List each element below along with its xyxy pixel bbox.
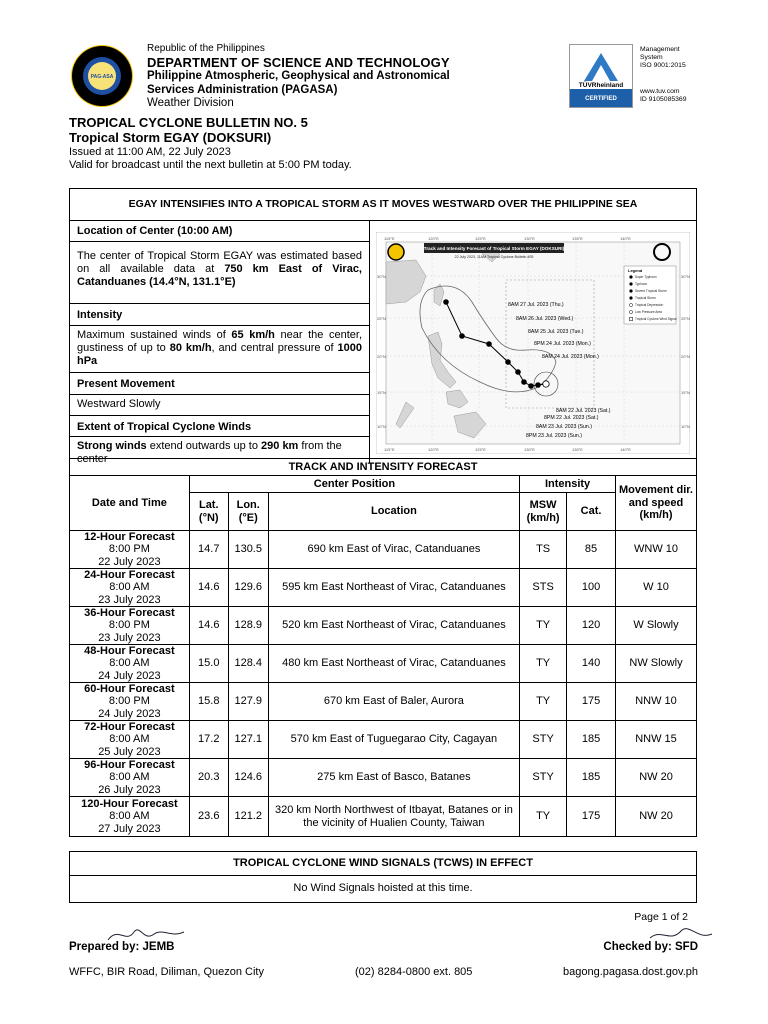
row-datetime: 60-Hour Forecast 8:00 PM 24 July 2023: [70, 683, 190, 721]
checked-by: Checked by: SFD: [603, 941, 698, 953]
issued-time: Issued at 11:00 AM, 22 July 2023: [69, 145, 231, 158]
lon-tick: 135°E: [572, 236, 583, 241]
row-msw: 175: [567, 683, 616, 721]
col-msw: MSW (km/h): [520, 493, 567, 531]
track-point: [443, 299, 449, 305]
intensity-heading: Intensity: [70, 304, 370, 326]
row-datetime: 24-Hour Forecast 8:00 AM 23 July 2023: [70, 569, 190, 607]
row-lat: 14.6: [189, 569, 228, 607]
extent-text: Strong winds extend outwards up to 290 km from the center: [70, 437, 370, 463]
map-subtitle: 22 July 2023, 11AM Tropical Cyclone Bulletin #05: [454, 255, 534, 259]
table-row: [70, 721, 697, 759]
col-lon: Lon. (°E): [228, 493, 268, 531]
track-label: 8AM 22 Jul. 2023 (Sat.): [556, 408, 611, 414]
row-cat: TY: [520, 683, 567, 721]
legend-item: Low Pressure Area: [635, 310, 662, 315]
cert-id: ID 9105085369: [640, 96, 687, 104]
cert-details: [640, 46, 687, 104]
col-movement: Movement dir. and speed (km/h): [616, 476, 697, 531]
row-lon: 121.2: [228, 797, 268, 837]
row-msw: 185: [567, 759, 616, 797]
row-cat: TY: [520, 797, 567, 837]
track-label: 8PM 24 Jul. 2023 (Mon.): [534, 341, 591, 347]
row-lat: 17.2: [189, 721, 228, 759]
track-forecast-map: [376, 232, 690, 454]
lat-tick: 10°N: [681, 424, 690, 429]
map-logo: [388, 244, 404, 260]
legend-item: Tropical Depression: [635, 303, 664, 308]
row-movement: NW 20: [616, 797, 697, 837]
lon-tick: 125°E: [475, 447, 486, 452]
row-movement: WNW 10: [616, 531, 697, 569]
lon-tick: 140°E: [620, 236, 631, 241]
row-location: 670 km East of Baler, Aurora: [268, 683, 519, 721]
lon-tick: 140°E: [620, 447, 631, 452]
track-label: 8AM 27 Jul. 2023 (Thu.): [508, 302, 564, 308]
location-heading: Location of Center (10:00 AM): [70, 220, 370, 242]
lon-tick: 125°E: [475, 236, 486, 241]
row-lon: 128.9: [228, 607, 268, 645]
track-point: [528, 383, 534, 389]
row-lat: 20.3: [189, 759, 228, 797]
row-location: 570 km East of Tuguegarao City, Cagayan: [268, 721, 519, 759]
table-row: [70, 797, 697, 837]
row-cat: STY: [520, 759, 567, 797]
agency-line-2: Services Administration (PAGASA): [147, 83, 338, 96]
lat-tick: 20°N: [681, 354, 690, 359]
row-lat: 23.6: [189, 797, 228, 837]
col-location: Location: [268, 493, 519, 531]
table-row: [70, 645, 697, 683]
track-point: [459, 333, 465, 339]
cert-line-2: System: [640, 54, 663, 62]
track-point: [535, 382, 541, 388]
summary-box: [69, 188, 697, 466]
movement-value: Westward Slowly: [70, 395, 370, 416]
intensity-text: Maximum sustained winds of 65 km/h near the center, gustiness of up to 80 km/h, and central pressure of 1000 hPa: [70, 326, 370, 373]
row-movement: NW 20: [616, 759, 697, 797]
row-datetime: 48-Hour Forecast 8:00 AM 24 July 2023: [70, 645, 190, 683]
row-lat: 15.0: [189, 645, 228, 683]
row-cat: TS: [520, 531, 567, 569]
lon-tick: 130°E: [524, 447, 535, 452]
col-cat: Cat.: [567, 493, 616, 531]
lat-tick: 30°N: [377, 274, 386, 279]
iso-certification: [569, 44, 699, 106]
track-intensity-forecast-table: [69, 458, 697, 837]
col-date-time: Date and Time: [70, 476, 190, 531]
row-msw: 140: [567, 645, 616, 683]
tcws-text: No Wind Signals hoisted at this time.: [293, 882, 473, 894]
row-msw: 100: [567, 569, 616, 607]
row-movement: W 10: [616, 569, 697, 607]
row-datetime: 12-Hour Forecast 8:00 PM 22 July 2023: [70, 531, 190, 569]
row-movement: NW Slowly: [616, 645, 697, 683]
division-name: Weather Division: [147, 97, 234, 110]
row-location: 595 km East Northeast of Virac, Catanduanes: [268, 569, 519, 607]
track-point: [515, 369, 521, 375]
storm-name: Tropical Storm EGAY (DOKSURI): [69, 129, 272, 145]
tuv-brand: TÜVRheinland: [578, 82, 624, 89]
row-cat: STY: [520, 721, 567, 759]
lon-tick: 120°E: [428, 236, 439, 241]
table-row: [70, 607, 697, 645]
row-movement: NNW 15: [616, 721, 697, 759]
lon-tick: 120°E: [428, 447, 439, 452]
row-lat: 15.8: [189, 683, 228, 721]
republic-text: Republic of the Philippines: [147, 43, 265, 54]
track-point: [521, 379, 527, 385]
prepared-by: Prepared by: JEMB: [69, 941, 175, 953]
row-cat: TY: [520, 645, 567, 683]
row-lon: 127.1: [228, 721, 268, 759]
track-label: 8AM 23 Jul. 2023 (Sun.): [536, 424, 592, 430]
row-location: 320 km North Northwest of Itbayat, Batanes or in the vicinity of Hualien County, Taiwan: [268, 797, 519, 837]
row-datetime: 36-Hour Forecast 8:00 PM 23 July 2023: [70, 607, 190, 645]
valid-until: Valid for broadcast until the next bulletin at 5:00 PM today.: [69, 158, 352, 171]
tcws-title: TROPICAL CYCLONE WIND SIGNALS (TCWS) IN EFFECT: [70, 852, 696, 876]
footer-address: WFFC, BIR Road, Diliman, Quezon City: [69, 966, 264, 978]
department-name: DEPARTMENT OF SCIENCE AND TECHNOLOGY: [147, 54, 450, 70]
row-lon: 127.9: [228, 683, 268, 721]
legend-item: Severe Tropical Storm: [635, 289, 667, 294]
forecast-title: TRACK AND INTENSITY FORECAST: [70, 459, 697, 476]
track-point: [486, 341, 492, 347]
col-intensity: Intensity: [520, 476, 616, 493]
current-center: [543, 381, 549, 387]
cert-line-3: ISO 9001:2015: [640, 62, 686, 70]
pagasa-logo: [70, 44, 134, 108]
summary-left-column: [70, 220, 370, 466]
lat-tick: 20°N: [377, 354, 386, 359]
row-movement: NNW 10: [616, 683, 697, 721]
track-label: 8AM 25 Jul. 2023 (Tue.): [528, 329, 584, 335]
row-datetime: 96-Hour Forecast 8:00 AM 26 July 2023: [70, 759, 190, 797]
lon-tick: 115°E: [384, 236, 395, 241]
row-lat: 14.6: [189, 607, 228, 645]
map-title: Track and Intensity Forecast of Tropical Storm EGAY (DOKSURI): [423, 246, 565, 251]
footer-phone: (02) 8284-0800 ext. 805: [355, 966, 473, 978]
col-center-position: Center Position: [189, 476, 519, 493]
track-point: [505, 359, 511, 365]
row-datetime: 72-Hour Forecast 8:00 AM 25 July 2023: [70, 721, 190, 759]
location-text: The center of Tropical Storm EGAY was estimated based on all available data at 750 km East of Virac, Catanduanes (14.4°N, 131.1°E): [70, 242, 370, 304]
row-msw: 85: [567, 531, 616, 569]
row-location: 690 km East of Virac, Catanduanes: [268, 531, 519, 569]
row-location: 480 km East Northeast of Virac, Catanduanes: [268, 645, 519, 683]
row-movement: W Slowly: [616, 607, 697, 645]
lat-tick: 30°N: [681, 274, 690, 279]
row-lon: 130.5: [228, 531, 268, 569]
tcws-box: [69, 851, 697, 903]
lat-tick: 25°N: [681, 316, 690, 321]
row-lon: 129.6: [228, 569, 268, 607]
row-lon: 124.6: [228, 759, 268, 797]
lat-tick: 25°N: [377, 316, 386, 321]
row-cat: STS: [520, 569, 567, 607]
legend-item: Super Typhoon: [635, 275, 657, 280]
page-number: Page 1 of 2: [634, 911, 688, 923]
row-location: 275 km East of Basco, Batanes: [268, 759, 519, 797]
track-label: 8AM 24 Jul. 2023 (Mon.): [542, 354, 599, 360]
extent-heading: Extent of Tropical Cyclone Winds: [70, 416, 370, 437]
row-lon: 128.4: [228, 645, 268, 683]
logo-text: PAG-ASA: [90, 74, 114, 80]
track-label: 8PM 23 Jul. 2023 (Sun.): [526, 433, 582, 439]
table-row: [70, 531, 697, 569]
row-location: 520 km East Northeast of Virac, Catanduanes: [268, 607, 519, 645]
agency-line-1: Philippine Atmospheric, Geophysical and Astronomical: [147, 70, 450, 83]
row-msw: 185: [567, 721, 616, 759]
legend-item: Typhoon: [635, 282, 648, 287]
col-lat: Lat. (°N): [189, 493, 228, 531]
table-row: [70, 569, 697, 607]
lat-tick: 15°N: [681, 390, 690, 395]
bulletin-number: TROPICAL CYCLONE BULLETIN NO. 5: [69, 115, 308, 130]
lat-tick: 15°N: [377, 390, 386, 395]
table-row: [70, 759, 697, 797]
legend-item: Tropical Cyclone Wind Signal: [635, 317, 677, 322]
tuv-badge: [569, 44, 633, 108]
movement-heading: Present Movement: [70, 373, 370, 395]
legend-item: Tropical Storm: [635, 296, 656, 301]
row-lat: 14.7: [189, 531, 228, 569]
tuv-certified: CERTIFIED: [585, 96, 617, 102]
lat-tick: 10°N: [377, 424, 386, 429]
lon-tick: 115°E: [384, 447, 395, 452]
row-cat: TY: [520, 607, 567, 645]
headline: EGAY INTENSIFIES INTO A TROPICAL STORM AS IT MOVES WESTWARD OVER THE PHILIPPINE SEA: [70, 189, 696, 221]
cert-url: www.tuv.com: [640, 88, 680, 96]
cert-line-1: Management: [640, 46, 680, 53]
row-datetime: 120-Hour Forecast 8:00 AM 27 July 2023: [70, 797, 190, 837]
row-msw: 120: [567, 607, 616, 645]
track-label: 8PM 22 Jul. 2023 (Sat.): [544, 415, 599, 421]
lon-tick: 135°E: [572, 447, 583, 452]
agency-header: [147, 43, 450, 111]
footer-website[interactable]: bagong.pagasa.dost.gov.ph: [563, 966, 698, 978]
legend-title: Legend: [628, 268, 643, 273]
table-row: [70, 683, 697, 721]
lon-tick: 130°E: [524, 236, 535, 241]
row-msw: 175: [567, 797, 616, 837]
bulletin-info: [69, 116, 352, 171]
track-label: 8AM 26 Jul. 2023 (Wed.): [516, 316, 574, 322]
